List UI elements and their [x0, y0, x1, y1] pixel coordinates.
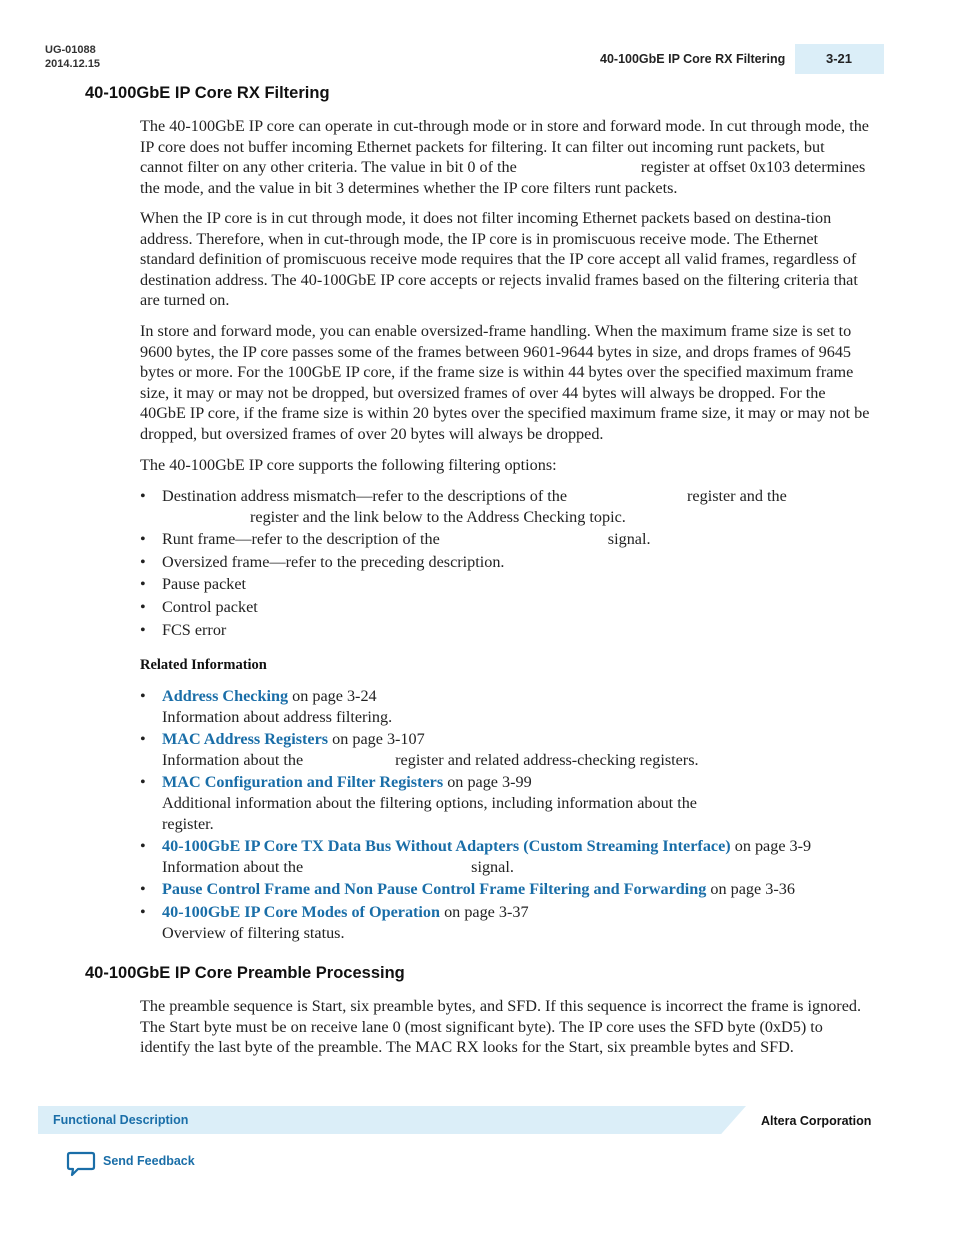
related-item-mac-address-registers: • MAC Address Registers on page 3-107 Information about the register and related address-checking registers.: [140, 729, 860, 770]
list-item: • FCS error: [140, 620, 840, 641]
related-item-mac-config-filter: • MAC Configuration and Filter Registers on page 3-99 Additional information about the filtering options, including information about the register.: [140, 772, 860, 834]
paragraph-store-forward: In store and forward mode, you can enable oversized-frame handling. When the maximum frame size is set to 9600 bytes, the IP core passes some of the frames between 9601-9644 bytes in size, and drops frames of 9645 bytes or more. For the 100GbE IP core, if the frame size is within 44 bytes over the specified maximum frame size, it may or may not be dropped, but oversized frames of over 44 bytes will always be dropped. For the 40GbE IP core, if the frame size is within 20 bytes over the specified maximum frame size, it may or may not be dropped, but oversized frames of over 20 bytes will always be dropped.: [140, 322, 870, 443]
filtering-options-list: [140, 486, 840, 640]
send-feedback-link[interactable]: Send Feedback: [103, 1154, 195, 1168]
paragraph-filtering-intro: The 40-100GbE IP core supports the following filtering options:: [140, 456, 557, 474]
link-modes-of-operation[interactable]: 40-100GbE IP Core Modes of Operation: [162, 902, 441, 921]
related-item-modes-of-operation: • 40-100GbE IP Core Modes of Operation on page 3-37 Overview of filtering status.: [140, 902, 860, 943]
paragraph-modes-text-cont: register at offset 0x103 determines the mode, and the value in bit 3 determines whether the IP core filters runt packets.: [140, 158, 866, 197]
list-item: • Runt frame—refer to the description of the signal.: [140, 529, 840, 550]
paragraph-modes: [140, 116, 870, 198]
related-information-heading: Related Information: [140, 657, 267, 673]
link-mac-configuration-filter-registers[interactable]: MAC Configuration and Filter Registers: [162, 773, 444, 792]
paragraph-cut-through: When the IP core is in cut through mode, it does not filter incoming Ethernet packets based on destina-tion address. Therefore, when in cut-through mode, the IP core is in promiscuous receive mode. The Ethernet standard definition of promiscuous receive mode requires that the IP core accept all valid frames, regardless of destination address. The 40-100GbE IP core accepts or rejects invalid frames based on the filtering criteria that are turned on.: [140, 209, 858, 310]
list-item: • Oversized frame—refer to the preceding description.: [140, 552, 840, 573]
section-heading-preamble: 40-100GbE IP Core Preamble Processing: [85, 964, 405, 982]
link-address-checking[interactable]: Address Checking: [162, 687, 289, 705]
running-header-title: 40-100GbE IP Core RX Filtering: [600, 52, 786, 66]
list-item: • Destination address mismatch—refer to the descriptions of the register and the register and the link below to the Address Checking topic.: [140, 486, 840, 527]
link-mac-address-registers[interactable]: MAC Address Registers: [162, 730, 329, 749]
speech-bubble-icon[interactable]: [66, 1151, 96, 1177]
section-heading-rx-filtering: 40-100GbE IP Core RX Filtering: [85, 84, 330, 102]
link-pause-control-frame[interactable]: Pause Control Frame and Non Pause Control Frame Filtering and Forwarding: [162, 880, 707, 899]
footer-chapter-title: Functional Description: [53, 1113, 189, 1127]
paragraph-preamble: The preamble sequence is Start, six preamble bytes, and SFD. If this sequence is incorrect the frame is ignored. The Start byte must be on receive lane 0 (most significant byte). The IP core uses the SFD byte (0xD5) to identify the last byte of the preamble. The MAC RX looks for the Start, six preamble bytes and SFD.: [140, 997, 862, 1057]
link-tx-data-bus[interactable]: 40-100GbE IP Core TX Data Bus Without Adapters (Custom Streaming Interface): [162, 837, 731, 856]
related-links-list: [140, 686, 860, 943]
paragraph-modes-text: The 40-100GbE IP core can operate in cut-through mode or in store and forward mode. In cut through mode, the IP core does not buffer incoming Ethernet packets for filtering. It can filter out incoming runt packets, but cannot filter on any other criteria. The value in bit 0 of the: [140, 117, 869, 177]
footer-company: Altera Corporation: [761, 1114, 872, 1128]
doc-id-number: UG-01088: [45, 44, 96, 56]
page-number: 3-21: [826, 51, 853, 66]
list-item: • Pause packet: [140, 574, 840, 595]
doc-date: 2014.12.15: [45, 58, 101, 70]
related-item-address-checking: • Address Checking on page 3-24 Information about address filtering.: [140, 686, 860, 727]
related-item-pause-control: • Pause Control Frame and Non Pause Control Frame Filtering and Forwarding on page 3-36: [140, 879, 860, 900]
related-item-tx-data-bus: • 40-100GbE IP Core TX Data Bus Without Adapters (Custom Streaming Interface) on page 3-9 Information about the signal.: [140, 836, 860, 877]
list-item: • Control packet: [140, 597, 840, 618]
doc-id: [45, 43, 100, 71]
